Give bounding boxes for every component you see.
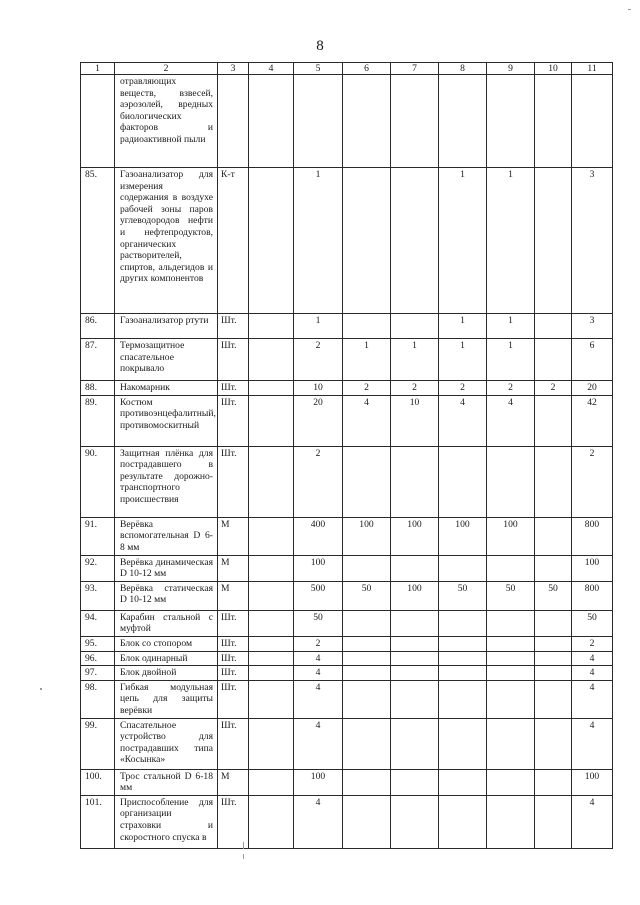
row-number: 97. [81,666,115,681]
qty-col-4 [249,381,294,396]
qty-total: 4 [572,651,613,666]
qty-col-4 [249,666,294,681]
qty-col-5: 4 [294,666,343,681]
qty-col-5: 2 [294,339,343,381]
qty-col-7 [391,666,439,681]
column-header: 5 [294,63,343,75]
table-row [81,680,613,718]
qty-col-9 [487,795,535,848]
item-name: Костюм противоэнцефалитный, противомоскитный [115,395,218,446]
row-number: 89. [81,395,115,446]
table-row [81,636,613,651]
qty-col-8: 1 [439,314,487,339]
item-name: Верёвка статическая D 10-12 мм [115,581,218,610]
qty-col-10 [535,680,572,718]
qty-col-8 [439,666,487,681]
column-header: 2 [115,63,218,75]
qty-col-7: 100 [391,581,439,610]
table-row [81,314,613,339]
qty-col-4 [249,395,294,446]
table-body [81,63,613,849]
unit: Шт. [218,381,249,396]
qty-col-8 [439,75,487,168]
qty-col-9 [487,666,535,681]
qty-col-10 [535,314,572,339]
item-name: Карабин стальной с муфтой [115,610,218,636]
qty-col-9: 2 [487,381,535,396]
unit: М [218,517,249,555]
qty-col-9 [487,610,535,636]
qty-col-6 [343,168,391,314]
qty-col-10 [535,555,572,581]
qty-col-6 [343,718,391,769]
table-row [81,651,613,666]
table-row [81,446,613,517]
unit: М [218,769,249,795]
qty-total: 4 [572,718,613,769]
qty-col-4 [249,75,294,168]
item-name: Блок двойной [115,666,218,681]
unit: Шт. [218,636,249,651]
qty-col-10: 2 [535,381,572,396]
qty-total: 4 [572,680,613,718]
qty-col-6 [343,680,391,718]
unit: Шт. [218,395,249,446]
qty-col-5: 2 [294,446,343,517]
qty-col-8 [439,555,487,581]
qty-col-6 [343,636,391,651]
unit: Шт. [218,718,249,769]
scan-mark [40,688,42,690]
qty-col-7 [391,718,439,769]
column-header: 1 [81,63,115,75]
row-number: 95. [81,636,115,651]
unit: Шт. [218,446,249,517]
qty-total: 3 [572,314,613,339]
qty-col-4 [249,517,294,555]
qty-col-10 [535,610,572,636]
qty-col-7 [391,75,439,168]
qty-col-6: 50 [343,581,391,610]
table-row [81,718,613,769]
qty-total: 100 [572,555,613,581]
qty-col-7 [391,680,439,718]
qty-col-5: 100 [294,555,343,581]
qty-col-9: 1 [487,339,535,381]
item-name: Газоанализатор ртути [115,314,218,339]
qty-total: 2 [572,636,613,651]
qty-col-5: 500 [294,581,343,610]
row-number: 96. [81,651,115,666]
qty-col-9 [487,769,535,795]
qty-col-4 [249,581,294,610]
qty-col-9 [487,636,535,651]
equipment-table [80,62,613,849]
qty-total: 3 [572,168,613,314]
unit: Шт. [218,651,249,666]
row-number: 87. [81,339,115,381]
qty-col-8 [439,651,487,666]
qty-col-7 [391,168,439,314]
row-number: 93. [81,581,115,610]
qty-total: 800 [572,517,613,555]
qty-total: 800 [572,581,613,610]
qty-total: 50 [572,610,613,636]
qty-col-7: 100 [391,517,439,555]
qty-col-8: 50 [439,581,487,610]
qty-col-6: 1 [343,339,391,381]
qty-col-8: 1 [439,168,487,314]
qty-col-8 [439,446,487,517]
table-row [81,795,613,848]
column-header: 9 [487,63,535,75]
qty-col-7 [391,314,439,339]
unit: Шт. [218,314,249,339]
column-header: 11 [572,63,613,75]
qty-col-4 [249,795,294,848]
table-row [81,666,613,681]
row-number: 92. [81,555,115,581]
table-row [81,381,613,396]
unit: К-т [218,168,249,314]
table-row [81,339,613,381]
qty-total: 4 [572,666,613,681]
qty-col-8: 100 [439,517,487,555]
qty-col-10 [535,339,572,381]
qty-col-4 [249,680,294,718]
item-name: Блок одинарный [115,651,218,666]
qty-col-4 [249,718,294,769]
qty-col-9 [487,718,535,769]
qty-col-4 [249,168,294,314]
table-row [81,168,613,314]
qty-total: 42 [572,395,613,446]
qty-col-4 [249,769,294,795]
column-header: 6 [343,63,391,75]
qty-col-7 [391,636,439,651]
row-number: 85. [81,168,115,314]
table-row [81,581,613,610]
qty-col-5: 100 [294,769,343,795]
qty-col-10 [535,636,572,651]
qty-col-6 [343,795,391,848]
qty-col-8 [439,769,487,795]
item-name: Газоанализатор для измерения содержания в воздухе рабочей зоны паров углеводородов нефти и нефтепродуктов, органических растворителей, спиртов, альдегидов и других компонентов [115,168,218,314]
column-header: 10 [535,63,572,75]
qty-total: 4 [572,795,613,848]
item-name: Верёвка вспомогательная D 6-8 мм [115,517,218,555]
qty-col-6 [343,666,391,681]
qty-col-5: 1 [294,314,343,339]
scan-mark [243,842,244,849]
column-header: 7 [391,63,439,75]
row-number: 94. [81,610,115,636]
unit: Шт. [218,610,249,636]
qty-col-7 [391,769,439,795]
qty-col-5: 400 [294,517,343,555]
qty-col-10 [535,168,572,314]
qty-col-5 [294,75,343,168]
qty-col-5: 20 [294,395,343,446]
row-number: 99. [81,718,115,769]
qty-col-6: 100 [343,517,391,555]
item-name: Приспособление для организации страховки и скоростного спуска в [115,795,218,848]
qty-col-9 [487,446,535,517]
qty-col-4 [249,555,294,581]
unit: Шт. [218,339,249,381]
qty-col-6 [343,769,391,795]
qty-col-7: 1 [391,339,439,381]
qty-col-9: 4 [487,395,535,446]
qty-col-10 [535,517,572,555]
page-number: 8 [316,38,324,54]
qty-col-6 [343,651,391,666]
qty-total: 20 [572,381,613,396]
qty-col-8: 1 [439,339,487,381]
item-name: Защитная плёнка для пострадавшего в результате дорожно-транспортного происшествия [115,446,218,517]
qty-col-4 [249,314,294,339]
qty-col-9 [487,555,535,581]
qty-col-8: 4 [439,395,487,446]
table-row [81,395,613,446]
table-row [81,555,613,581]
qty-col-4 [249,651,294,666]
item-name: Термозащитное спасательное покрывало [115,339,218,381]
scan-mark [628,9,631,10]
qty-col-7 [391,610,439,636]
qty-col-10: 50 [535,581,572,610]
column-header: 3 [218,63,249,75]
qty-col-6 [343,314,391,339]
qty-col-9: 50 [487,581,535,610]
qty-col-8 [439,718,487,769]
table-row [81,769,613,795]
qty-col-9: 1 [487,314,535,339]
qty-col-10 [535,769,572,795]
qty-col-8 [439,680,487,718]
qty-col-4 [249,446,294,517]
qty-col-7 [391,795,439,848]
row-number: 86. [81,314,115,339]
row-number: 91. [81,517,115,555]
qty-col-5: 1 [294,168,343,314]
qty-col-7 [391,651,439,666]
qty-col-5: 4 [294,718,343,769]
qty-col-6 [343,555,391,581]
qty-col-6: 2 [343,381,391,396]
qty-col-4 [249,339,294,381]
qty-col-9 [487,680,535,718]
qty-col-6 [343,75,391,168]
unit: М [218,555,249,581]
qty-col-10 [535,666,572,681]
qty-col-9 [487,75,535,168]
qty-col-10 [535,651,572,666]
qty-col-5: 4 [294,680,343,718]
qty-col-10 [535,395,572,446]
qty-col-10 [535,718,572,769]
qty-total: 6 [572,339,613,381]
unit: Шт. [218,666,249,681]
qty-col-10 [535,446,572,517]
qty-col-5: 10 [294,381,343,396]
qty-col-5: 2 [294,636,343,651]
unit: М [218,581,249,610]
unit: Шт. [218,795,249,848]
qty-col-6 [343,446,391,517]
qty-col-10 [535,795,572,848]
qty-col-4 [249,636,294,651]
table-row [81,75,613,168]
item-name: Гибкая модульная цепь для защиты верёвки [115,680,218,718]
item-name: Трос стальной D 6-18 мм [115,769,218,795]
row-number: 88. [81,381,115,396]
row-number: 100. [81,769,115,795]
item-name: Спасательное устройство для пострадавших типа «Косынка» [115,718,218,769]
qty-total: 100 [572,769,613,795]
table-row [81,610,613,636]
qty-col-7 [391,446,439,517]
qty-total: 2 [572,446,613,517]
qty-col-7: 10 [391,395,439,446]
qty-col-6: 4 [343,395,391,446]
qty-col-4 [249,610,294,636]
qty-col-7: 2 [391,381,439,396]
item-name: Блок со стопором [115,636,218,651]
unit [218,75,249,168]
table-row [81,517,613,555]
column-header: 8 [439,63,487,75]
item-name: Накомарник [115,381,218,396]
row-number: 98. [81,680,115,718]
qty-col-6 [343,610,391,636]
row-number: 101. [81,795,115,848]
qty-col-10 [535,75,572,168]
item-name: Верёвка динамическая D 10-12 мм [115,555,218,581]
qty-col-8 [439,795,487,848]
qty-col-8: 2 [439,381,487,396]
qty-col-8 [439,636,487,651]
scan-mark [243,854,244,859]
qty-col-5: 4 [294,795,343,848]
column-number-row [81,63,613,75]
row-number: 90. [81,446,115,517]
qty-col-9 [487,651,535,666]
qty-col-7 [391,555,439,581]
qty-col-8 [439,610,487,636]
qty-col-9: 1 [487,168,535,314]
item-name: отравляющих веществ, взвесей, аэрозолей, вредных биологических факторов и радиоактивной пыли [115,75,218,168]
unit: Шт. [218,680,249,718]
row-number [81,75,115,168]
qty-col-5: 4 [294,651,343,666]
qty-col-9: 100 [487,517,535,555]
qty-col-5: 50 [294,610,343,636]
qty-total [572,75,613,168]
column-header: 4 [249,63,294,75]
